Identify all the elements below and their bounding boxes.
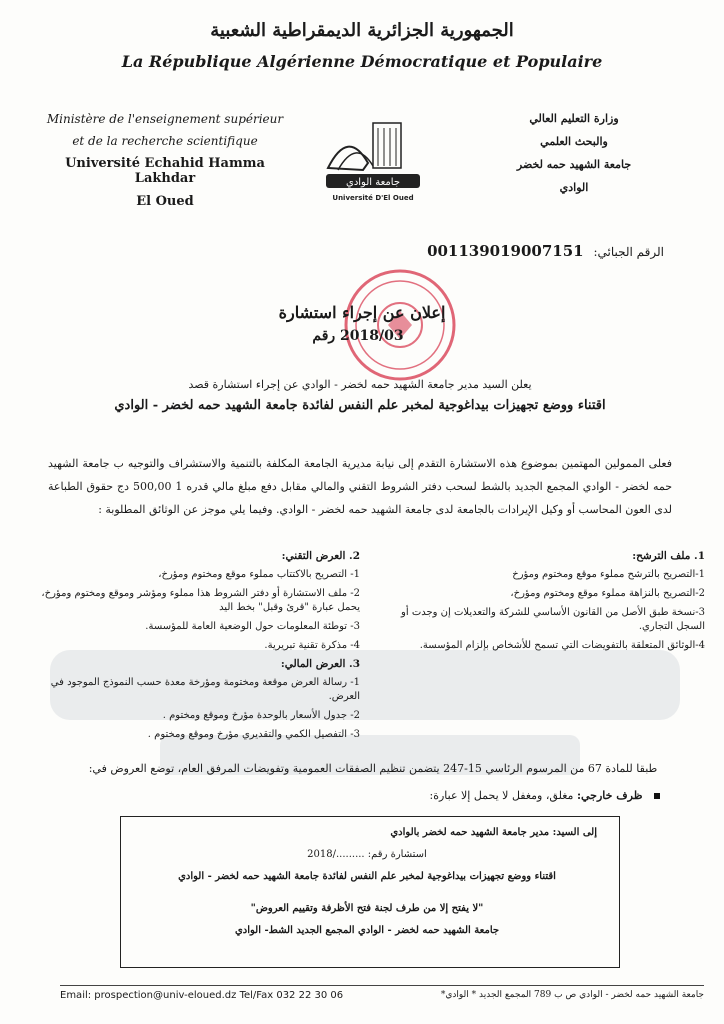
technical-title: 2. العرض التقني: (281, 550, 360, 562)
bullet-icon (654, 793, 660, 799)
technical-item: 4- مذكرة تقنية تبريرية. (264, 640, 360, 651)
arabic-republic-title: الجمهورية الجزائرية الديمقراطية الشعبية (210, 20, 514, 41)
envelope-box (120, 816, 620, 968)
university-city: El Oued (136, 194, 194, 209)
candidature-item: 4-الوثائق المتعلقة بالتفويضات التي تسمح للأشخاص بإلزام المؤسسة. (419, 640, 705, 651)
envelope-object: اقتناء ووضع تجهيزات بيداغوجية لمخبر علم النفس لفائدة جامعة الشهيد حمه لخضر - الوادي (178, 871, 556, 882)
financial-item: 2- جدول الأسعار بالوحدة مؤرخ وموقع ومختوم . (162, 710, 360, 721)
fiscal-label: الرقم الجبائي: (593, 245, 664, 259)
financial-title: 3. العرض المالي: (280, 658, 360, 670)
financial-item: 1- رسالة العرض موقعة ومختومة ومؤرخة معدة حسب النموذج الموجود في العرض. (50, 677, 360, 702)
footer-contact: Email: prospection@univ-eloued.dz Tel/Fax 032 22 30 06 (60, 990, 344, 1001)
candidature-title: 1. ملف الترشح: (632, 550, 705, 562)
section-candidature (380, 550, 705, 658)
university-name: Université Echahid Hamma Lakhdar (65, 156, 265, 186)
section-offers (40, 550, 360, 747)
university-logo (318, 108, 428, 208)
candidature-item: 2-التصريح بالنزاهة مملوء موقع ومختوم ومؤرخ، (510, 588, 705, 599)
outer-envelope-label: ظرف خارجي: (576, 789, 643, 802)
technical-item: 1- التصريح بالاكتتاب مملوء موقع ومختوم ومؤرخ، (158, 569, 360, 580)
footer-address: جامعة الشهيد حمه لخضر - الوادي ص ب 789 المجمع الجديد * الوادي* (440, 990, 704, 1000)
ministry-block-fr (40, 112, 290, 217)
university-ar-city: الوادي (559, 181, 589, 194)
french-republic-title: La République Algérienne Démocratique et Populaire (121, 52, 603, 71)
technical-item: 3- توطئة المعلومات حول الوضعية العامة للمؤسسة. (145, 621, 360, 632)
number-label: رقم (312, 328, 336, 344)
outer-envelope-line (40, 789, 660, 802)
university-ar-name: جامعة الشهيد حمه لخضر (516, 158, 632, 171)
ministry-ar-line2: والبحث العلمي (540, 135, 608, 148)
ministry-line1: Ministère de l'enseignement supérieur (46, 112, 284, 126)
ministry-block-ar (474, 112, 674, 204)
footer-divider (60, 985, 704, 986)
announcement-paragraph: فعلى الممولين المهتمين بموضوع هذه الاستشارة التقدم إلى نيابة مديرية الجامعة المكلفة بالتنمية والاستشراف والتوجيه ب جامعة الشهيد حمه لخضر - الوادي المجمع الجديد بالشط لسحب دفتر الشروط التقني والمالي مقابل دفع مبلغ مالي قدره 1 500,00 دج حقوق الطباعة لدى العون المحاسب أو وكيل الإيرادات بالجامعة لدى جامعة الشهيد حمه لخضر - الوادي. وفيما يلي موجز عن الوثائق المطلوبة : (48, 457, 673, 516)
logo-arabic-text: جامعة الوادي (346, 177, 400, 188)
ministry-line2: et de la recherche scientifique (72, 134, 258, 148)
financial-item: 3- التفصيل الكمي والتقديري مؤرخ وموقع ومختوم . (147, 729, 360, 740)
technical-item: 2- ملف الاستشارة أو دفتر الشروط هذا مملوء ومؤشر وموقع ومختوم ومؤرخ، يحمل عبارة "قرئ وقبل" بخط اليد (41, 588, 360, 613)
envelope-address: جامعة الشهيد حمه لخضر - الوادي المجمع الجديد الشط- الوادي (234, 925, 500, 936)
envelope-consult-number: استشارة رقم: ........./2018 (307, 849, 427, 860)
announcement-number (0, 328, 724, 344)
envelope-recipient: إلى السيد: مدير جامعة الشهيد حمه لخضر بالوادي (390, 827, 597, 838)
fiscal-number (427, 242, 664, 260)
envelope-warning: "لا يفتح إلا من طرف لجنة فتح الأظرفة وتقييم العروض" (250, 903, 484, 914)
logo-latin-text: Université D'El Oued (332, 194, 414, 202)
outer-envelope-text: مغلق، ومغفل لا يحمل إلا عبارة: (429, 789, 574, 802)
candidature-item: 3-نسخة طبق الأصل من القانون الأساسي للشركة والتعديلات إن وجدت أو السجل التجاري. (401, 607, 705, 632)
official-stamp (340, 265, 460, 385)
candidature-item: 1-التصريح بالترشح مملوء موقع ومختوم ومؤرخ (512, 569, 705, 580)
fiscal-value: 001139019007151 (427, 242, 584, 260)
number-value: 2018/03 (340, 328, 404, 344)
announcement-intro: يعلن السيد مدير جامعة الشهيد حمه لخضر - الوادي عن إجراء استشارة قصد (188, 378, 532, 391)
decree-text: طبقا للمادة 67 من المرسوم الرئاسي 15-247 يتضمن تنظيم الصفقات العمومية وتفويضات المرفق العام، توضع العروض في: (88, 762, 658, 775)
announcement-object: اقتناء ووضع تجهيزات بيداغوجية لمخبر علم النفس لفائدة جامعة الشهيد حمه لخضر - الوادي (114, 398, 606, 413)
announcement-title: إعلان عن إجراء استشارة (278, 303, 446, 322)
ministry-ar-line1: وزارة التعليم العالي (529, 112, 619, 125)
